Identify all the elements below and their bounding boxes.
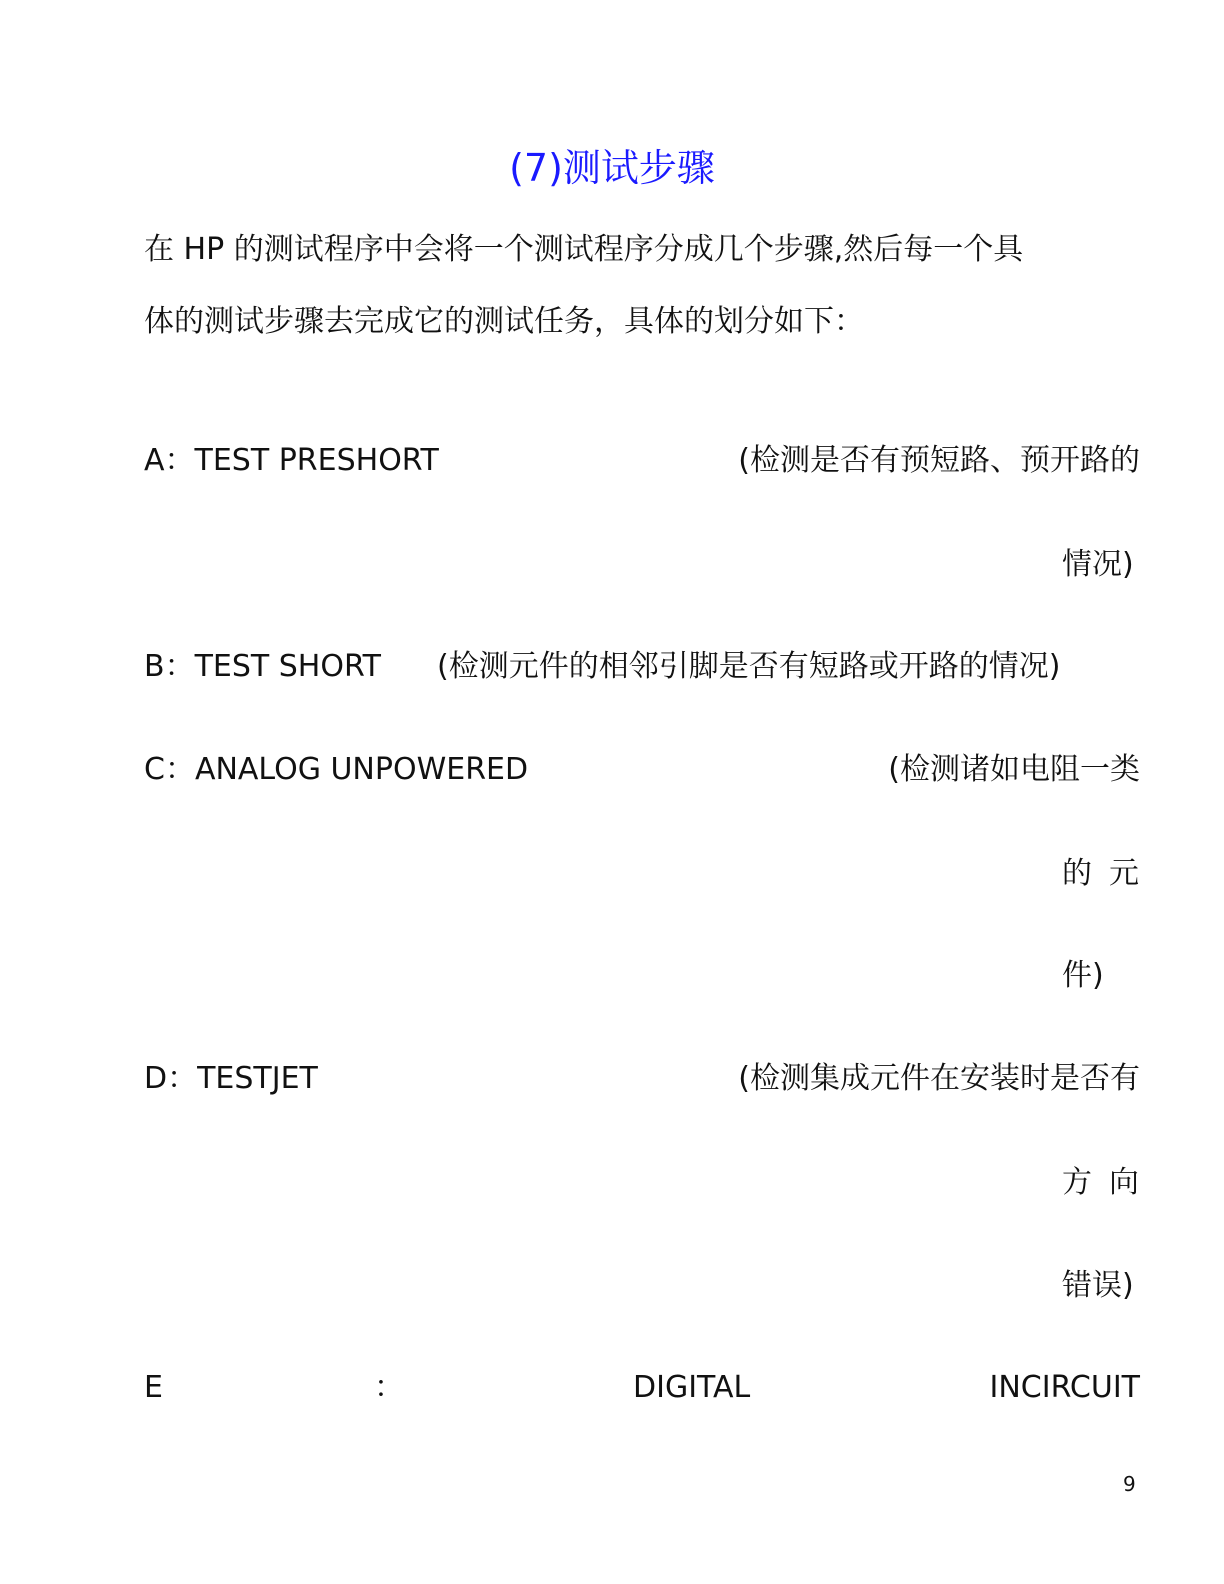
page-number: 9 — [1123, 1472, 1136, 1496]
item-c-label: C：ANALOG UNPOWERED — [144, 752, 529, 787]
item-e-word-1: DIGITAL — [633, 1370, 751, 1405]
item-e-letter: E — [144, 1370, 163, 1405]
item-b-desc: (检测元件的相邻引脚是否有短路或开路的情况) — [437, 649, 1061, 684]
item-e-colon: ： — [374, 1370, 404, 1405]
item-d-desc-line-3: 错误) — [1062, 1268, 1134, 1303]
item-c-desc-line-2a: 的 — [1062, 856, 1092, 891]
item-e-word-2: INCIRCUIT — [989, 1370, 1140, 1405]
intro-line-2: 体的测试步骤去完成它的测试任务，具体的划分如下： — [144, 304, 864, 339]
item-a-desc-line-2: 情况) — [1062, 547, 1134, 582]
item-d-desc-line-2a: 方 — [1062, 1165, 1092, 1200]
page-title: (7)测试步骤 — [509, 146, 715, 190]
item-c-desc-line-3: 件) — [1062, 958, 1104, 993]
item-b-label: B：TEST SHORT — [144, 649, 381, 684]
item-a-desc-line-1: (检测是否有预短路、预开路的 — [738, 443, 1140, 478]
intro-line-1: 在 HP 的测试程序中会将一个测试程序分成几个步骤,然后每一个具 — [144, 232, 1024, 267]
item-d-desc-line-1: (检测集成元件在安装时是否有 — [738, 1061, 1140, 1096]
item-d-desc-line-2b: 向 — [1109, 1165, 1139, 1200]
item-c-desc-line-1: (检测诸如电阻一类 — [888, 752, 1140, 787]
item-a-label: A：TEST PRESHORT — [144, 443, 439, 478]
item-c-desc-line-2b: 元 — [1109, 856, 1139, 891]
item-d-label: D：TESTJET — [144, 1061, 318, 1096]
